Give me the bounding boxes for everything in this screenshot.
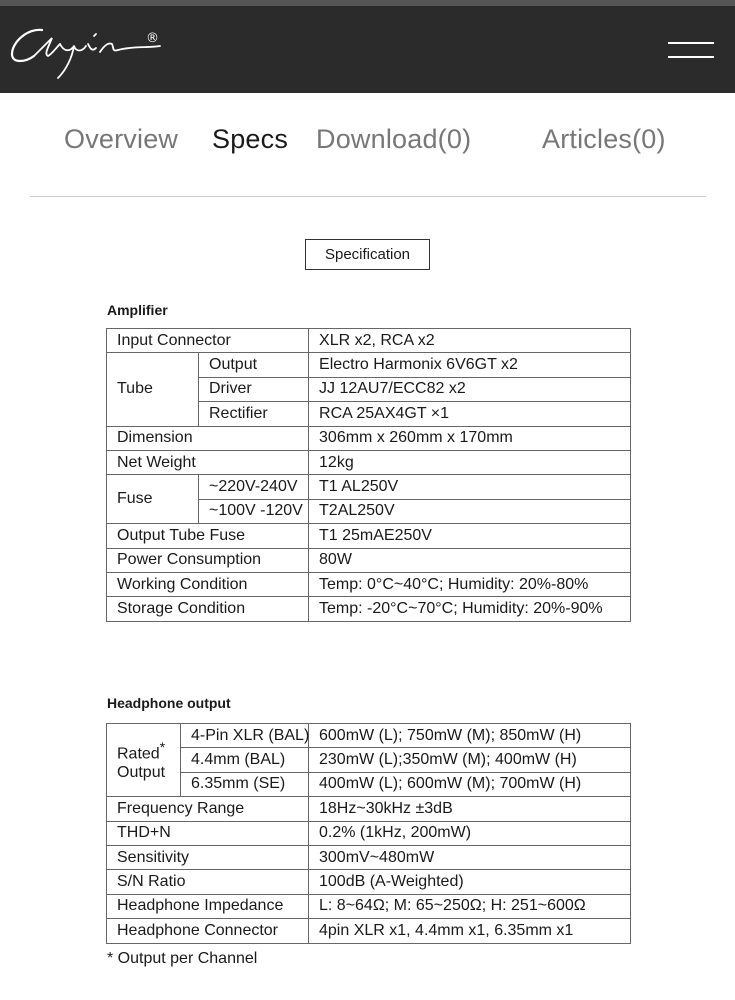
spec-sublabel: 6.35mm (SE): [181, 772, 309, 796]
hamburger-icon[interactable]: [668, 38, 714, 62]
product-tabs: [0, 124, 735, 168]
spec-label: Output Tube Fuse: [107, 524, 309, 548]
table-row: [107, 919, 631, 943]
logo-mark: [8, 18, 168, 82]
tab-specs[interactable]: Specs: [212, 124, 289, 154]
spec-label: Net Weight: [107, 450, 309, 474]
spec-value: JJ 12AU7/ECC82 x2: [309, 377, 631, 401]
spec-sublabel: ~220V-240V: [199, 475, 309, 499]
rated-output-label: [107, 724, 181, 797]
spec-sublabel: 4-Pin XLR (BAL): [181, 724, 309, 748]
spec-sublabel: 4.4mm (BAL): [181, 748, 309, 772]
rated-asterisk: *: [159, 738, 166, 755]
table-row: [107, 870, 631, 894]
header-top-edge: [0, 0, 735, 6]
spec-label: Working Condition: [107, 572, 309, 596]
rated-label-line1: Rated: [117, 745, 160, 763]
logo-registered-mark: ®: [146, 31, 159, 46]
menu-line-top: [668, 42, 714, 44]
spec-label: S/N Ratio: [107, 870, 309, 894]
table-row: [107, 450, 631, 474]
spec-value: Temp: 0°C~40°C; Humidity: 20%-80%: [309, 572, 631, 596]
table-row: [107, 572, 631, 596]
table-row: [107, 426, 631, 450]
spec-label: Power Consumption: [107, 548, 309, 572]
spec-label: Input Connector: [107, 329, 309, 353]
spec-sublabel: Driver: [199, 377, 309, 401]
amplifier-title: Amplifier: [107, 302, 168, 318]
amplifier-spec-table: [106, 328, 631, 622]
spec-value: Temp: -20°C~70°C; Humidity: 20%-90%: [309, 597, 631, 621]
spec-value: 4pin XLR x1, 4.4mm x1, 6.35mm x1: [309, 919, 631, 943]
spec-label: Dimension: [107, 426, 309, 450]
top-header: [0, 0, 735, 93]
footnote: * Output per Channel: [107, 950, 258, 967]
tab-articles[interactable]: Articles(0): [542, 124, 666, 154]
tab-overview[interactable]: Overview: [64, 124, 179, 154]
table-row: [107, 845, 631, 869]
table-row: [107, 353, 631, 377]
spec-value: 600mW (L); 750mW (M); 850mW (H): [309, 724, 631, 748]
tabs-divider: [30, 196, 706, 197]
spec-value: 230mW (L);350mW (M); 400mW (H): [309, 748, 631, 772]
spec-label: Headphone Connector: [107, 919, 309, 943]
headphone-output-title: Headphone output: [107, 695, 231, 711]
spec-value: 0.2% (1kHz, 200mW): [309, 821, 631, 845]
specification-button[interactable]: Specification: [305, 239, 430, 270]
logo-text: Cayin: [8, 18, 11, 19]
spec-label: Storage Condition: [107, 597, 309, 621]
spec-value: RCA 25AX4GT ×1: [309, 402, 631, 426]
spec-label: Sensitivity: [107, 845, 309, 869]
table-row: [107, 329, 631, 353]
headphone-spec-table: [106, 723, 631, 944]
spec-value: L: 8~64Ω; M: 65~250Ω; H: 251~600Ω: [309, 894, 631, 918]
spec-value: T1 25mAE250V: [309, 524, 631, 548]
spec-sublabel: Rectifier: [199, 402, 309, 426]
table-row: [107, 475, 631, 499]
spec-group-label: Fuse: [107, 475, 199, 524]
spec-label: Headphone Impedance: [107, 894, 309, 918]
menu-line-bottom: [668, 56, 714, 58]
spec-value: 12kg: [309, 450, 631, 474]
spec-label: THD+N: [107, 821, 309, 845]
spec-value: 18Hz~30kHz ±3dB: [309, 797, 631, 821]
spec-value: 80W: [309, 548, 631, 572]
spec-sublabel: ~100V -120V: [199, 499, 309, 523]
spec-sublabel: Output: [199, 353, 309, 377]
table-row: [107, 597, 631, 621]
spec-value: 300mV~480mW: [309, 845, 631, 869]
spec-value: T1 AL250V: [309, 475, 631, 499]
tab-download[interactable]: Download(0): [316, 124, 472, 154]
table-row: [107, 821, 631, 845]
spec-value: T2AL250V: [309, 499, 631, 523]
rated-label-line2: Output: [117, 764, 166, 782]
table-row: [107, 524, 631, 548]
table-row: [107, 894, 631, 918]
spec-value: XLR x2, RCA x2: [309, 329, 631, 353]
cayin-logo[interactable]: [8, 18, 168, 82]
spec-value: 400mW (L); 600mW (M); 700mW (H): [309, 772, 631, 796]
spec-value: 100dB (A-Weighted): [309, 870, 631, 894]
table-row: [107, 748, 631, 772]
spec-value: 306mm x 260mm x 170mm: [309, 426, 631, 450]
spec-label: Frequency Range: [107, 797, 309, 821]
table-row: [107, 548, 631, 572]
table-row: [107, 772, 631, 796]
table-row: [107, 724, 631, 748]
spec-value: Electro Harmonix 6V6GT x2: [309, 353, 631, 377]
table-row: [107, 797, 631, 821]
spec-group-label: Tube: [107, 353, 199, 426]
